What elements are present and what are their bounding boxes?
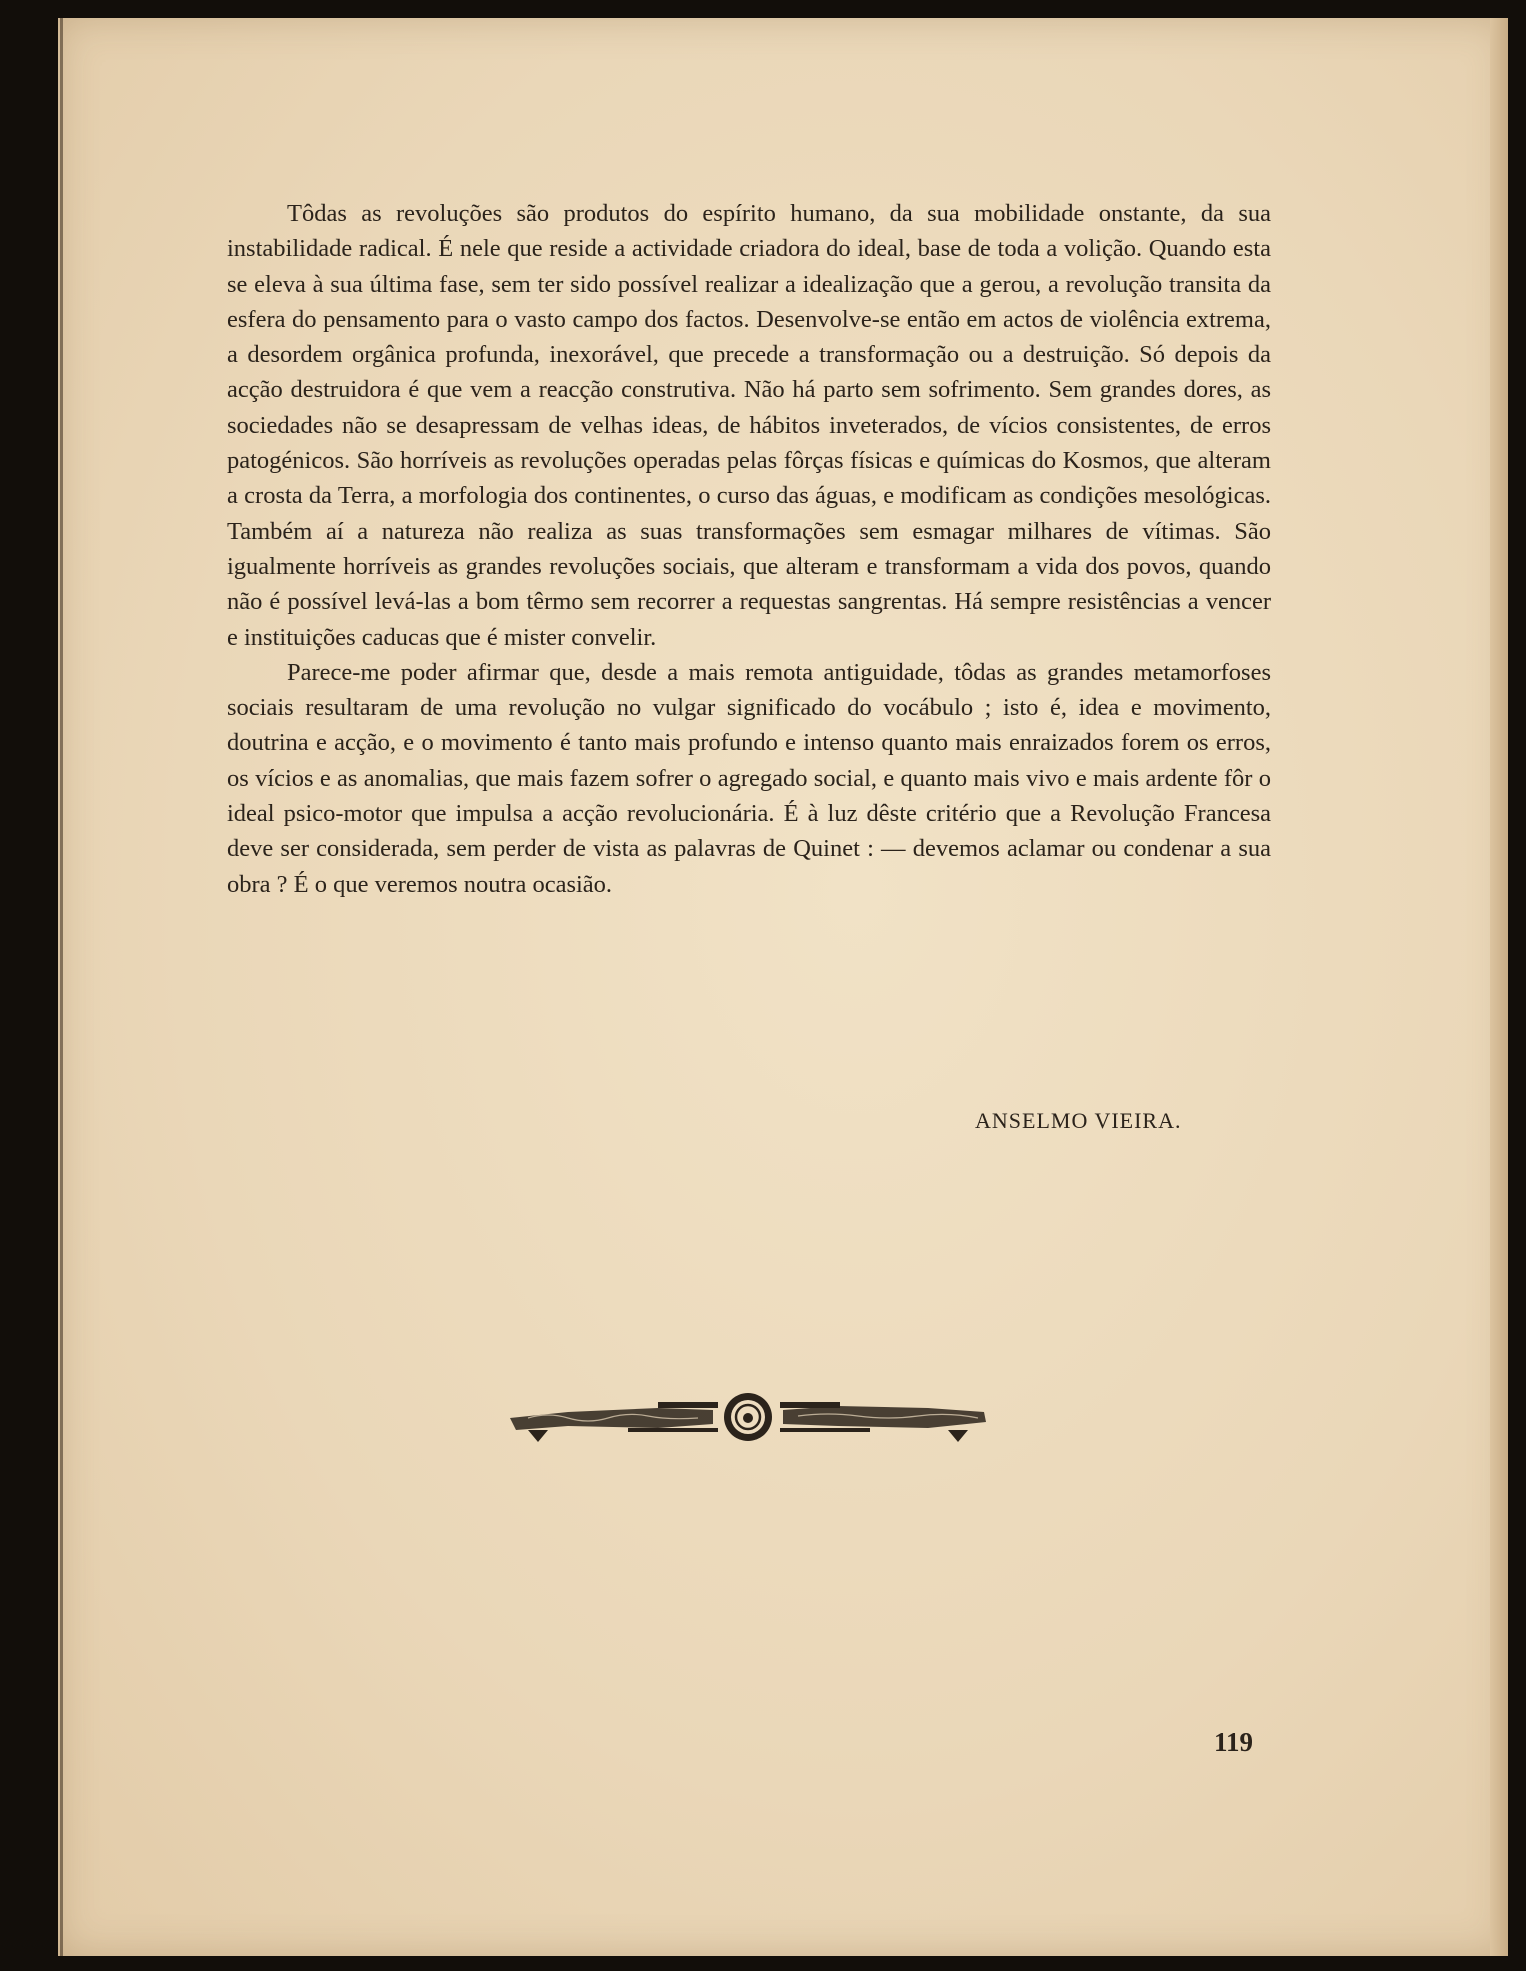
binding-edge (60, 18, 63, 1956)
article-body (227, 196, 1271, 902)
decorative-divider-icon (508, 1388, 988, 1444)
page-edge (1490, 18, 1508, 1956)
author-signature: ANSELMO VIEIRA. (975, 1108, 1182, 1133)
paragraph: Tôdas as revoluções são produtos do espírito humano, da sua mobilidade onstante, da sua instabilidade radical. É nele que reside a actividade criadora do ideal, base de toda a volição. Quando esta se eleva à sua última fase, sem ter sido possível realizar a idealização que a gerou, a revolução transita da esfera do pensamento para o vasto campo dos factos. Desenvolve-se então em actos de violência extrema, a desordem orgânica profunda, inexorável, que precede a transformação ou a destruição. Só depois da acção destruidora é que vem a reacção construtiva. Não há parto sem sofrimento. Sem grandes dores, as sociedades não se desapressam de velhas ideas, de hábitos inveterados, de vícios consistentes, de erros patogénicos. São horríveis as revoluções operadas pelas fôrças físicas e químicas do Kosmos, que alteram a crosta da Terra, a morfologia dos continentes, o curso das águas, e modificam as condições mesológicas. Também aí a natureza não realiza as suas transformações sem esmagar milhares de vítimas. São igualmente horríveis as grandes revoluções sociais, que alteram e transformam a vida dos povos, quando não é possível levá-las a bom têrmo sem recorrer a requestas sangrentas. Há sempre resistências a vencer e instituições caducas que é mister convelir. (227, 200, 1271, 651)
page-number: 119 (1214, 1727, 1254, 1757)
paragraph: Parece-me poder afirmar que, desde a mais remota antiguidade, tôdas as grandes metamorfoses sociais resultaram de uma revolução no vulgar significado do vocábulo ; isto é, idea e movimento, doutrina e acção, e o movimento é tanto mais profundo e intenso quanto mais enraizados forem os erros, os vícios e as anomalias, que mais fazem sofrer o agregado social, e quanto mais vivo e mais ardente fôr o ideal psico-motor que impulsa a acção revolucionária. É à luz dêste critério que a Revolução Francesa deve ser considerada, sem perder de vista as palavras de Quinet : — devemos aclamar ou condenar a sua obra ? É o que veremos noutra ocasião. (227, 658, 1271, 898)
